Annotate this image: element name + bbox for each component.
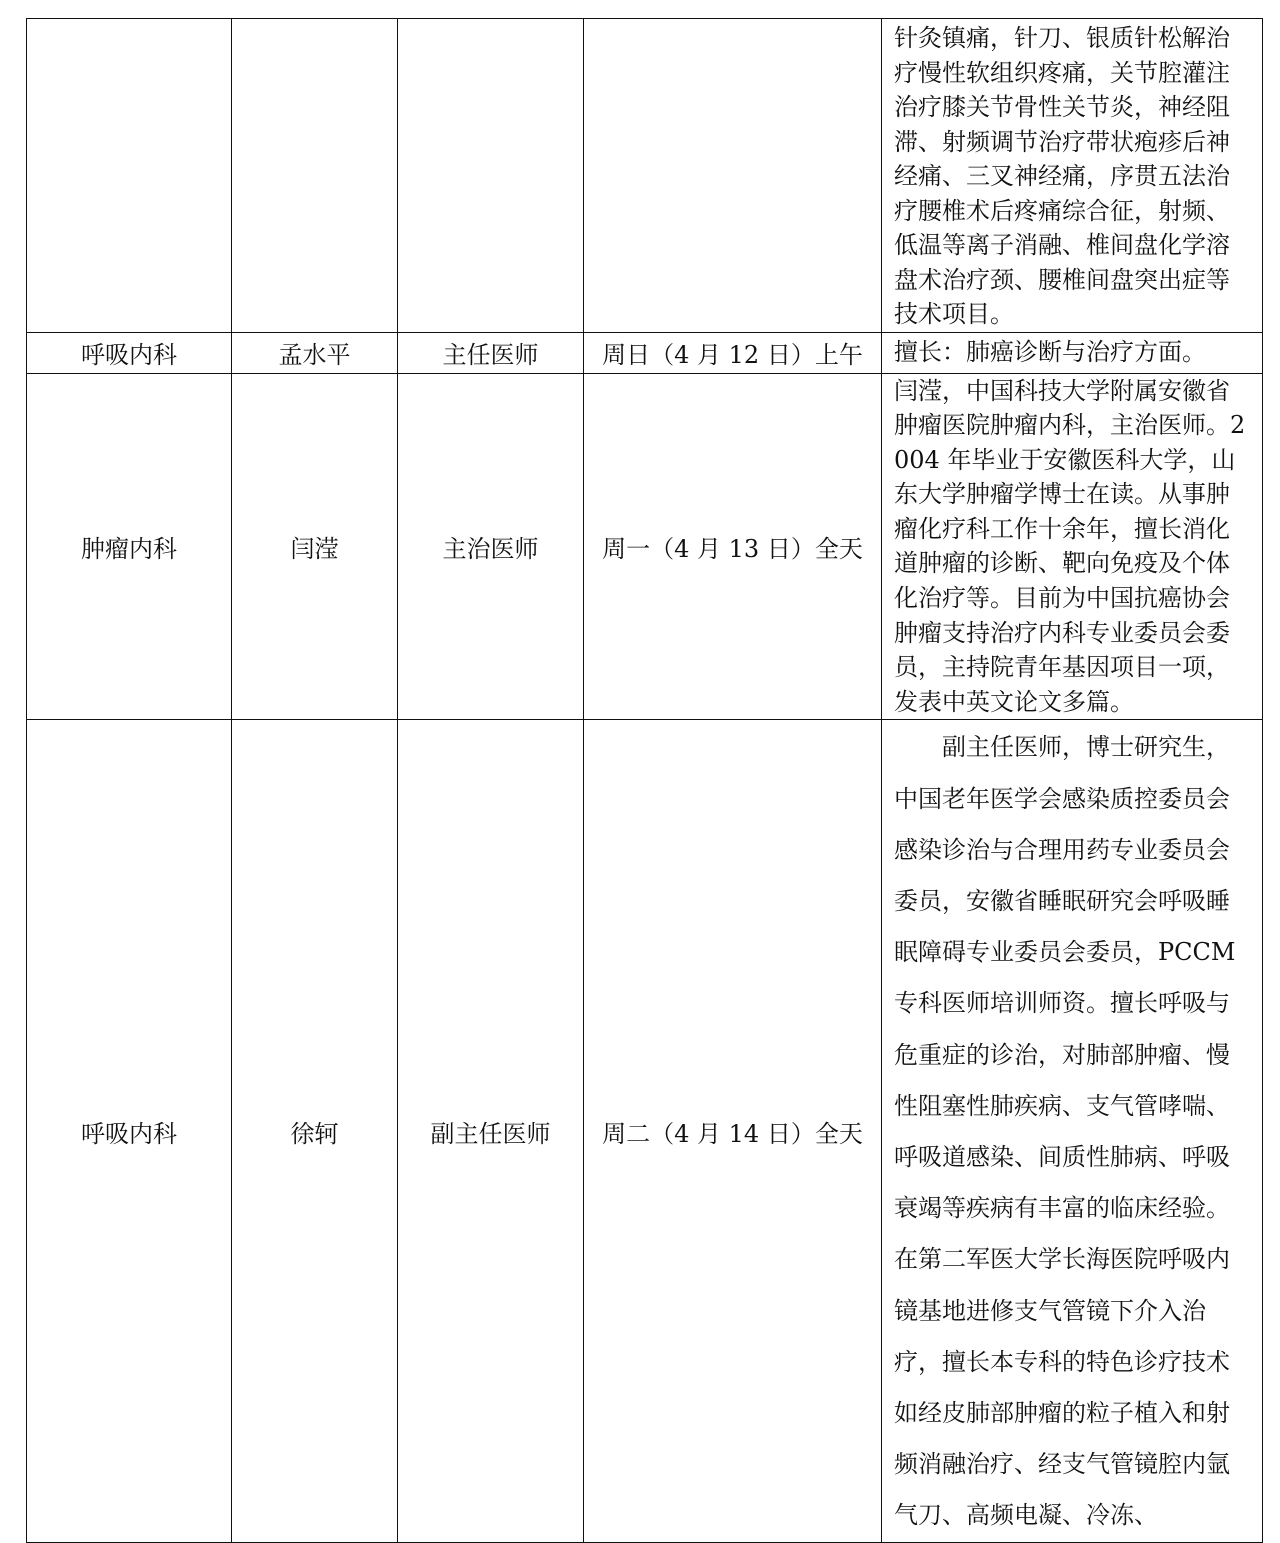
table-row: [27, 332, 1263, 373]
description-cell: [882, 19, 1263, 333]
description-cell: [882, 332, 1263, 373]
schedule-cell: [584, 19, 882, 333]
title-cell: 副主任医师: [398, 720, 584, 1542]
description-cell: [882, 373, 1263, 720]
table-row: [27, 373, 1263, 720]
title-cell: [398, 19, 584, 333]
title-cell: 主治医师: [398, 373, 584, 720]
department-cell: 呼吸内科: [27, 332, 232, 373]
doctor-cell: [232, 19, 398, 333]
doctor-cell: 闫滢: [232, 373, 398, 720]
department-cell: 肿瘤内科: [27, 373, 232, 720]
department-cell: 呼吸内科: [27, 720, 232, 1542]
doctor-cell: 徐轲: [232, 720, 398, 1542]
description-text: 闫滢，中国科技大学附属安徽省肿瘤医院肿瘤内科，主治医师。2004 年毕业于安徽医科大学，山东大学肿瘤学博士在读。从事肿瘤化疗科工作十余年，擅长消化道肿瘤的诊断、靶向免疫及个体化治疗等。目前为中国抗癌协会肿瘤支持治疗内科专业委员会委员，主持院青年基因项目一项，发表中英文论文多篇。: [894, 376, 1246, 716]
table-row: [27, 19, 1263, 333]
schedule-cell: 周一（4 月 13 日）全天: [584, 373, 882, 720]
description-text: 副主任医师，博士研究生，中国老年医学会感染质控委员会感染诊治与合理用药专业委员会委员，安徽省睡眠研究会呼吸睡眠障碍专业委员会委员，PCCM 专科医师培训师资。擅长呼吸与危重症的诊治，对肺部肿瘤、慢性阻塞性肺疾病、支气管哮喘、呼吸道感染、间质性肺病、呼吸衰竭等疾病有丰富的临床经验。在第二军医大学长海医院呼吸内镜基地进修支气管镜下介入治疗，擅长本专科的特色诊疗技术如经皮肺部肿瘤的粒子植入和射频消融治疗、经支气管镜腔内氩气刀、高频电凝、冷冻、: [894, 733, 1236, 1530]
description-text: 擅长：肺癌诊断与治疗方面。: [894, 337, 1206, 366]
clinic-schedule-table: [26, 18, 1263, 1543]
schedule-cell: 周二（4 月 14 日）全天: [584, 720, 882, 1542]
department-cell: [27, 19, 232, 333]
schedule-cell: 周日（4 月 12 日）上午: [584, 332, 882, 373]
description-cell: [882, 720, 1263, 1542]
table-row: [27, 720, 1263, 1542]
description-text: 针灸镇痛，针刀、银质针松解治疗慢性软组织疼痛，关节腔灌注治疗膝关节骨性关节炎，神经阻滞、射频调节治疗带状疱疹后神经痛、三叉神经痛，序贯五法治疗腰椎术后疼痛综合征，射频、低温等离子消融、椎间盘化学溶盘术治疗颈、腰椎间盘突出症等技术项目。: [894, 24, 1230, 328]
doctor-cell: 孟水平: [232, 332, 398, 373]
title-cell: 主任医师: [398, 332, 584, 373]
